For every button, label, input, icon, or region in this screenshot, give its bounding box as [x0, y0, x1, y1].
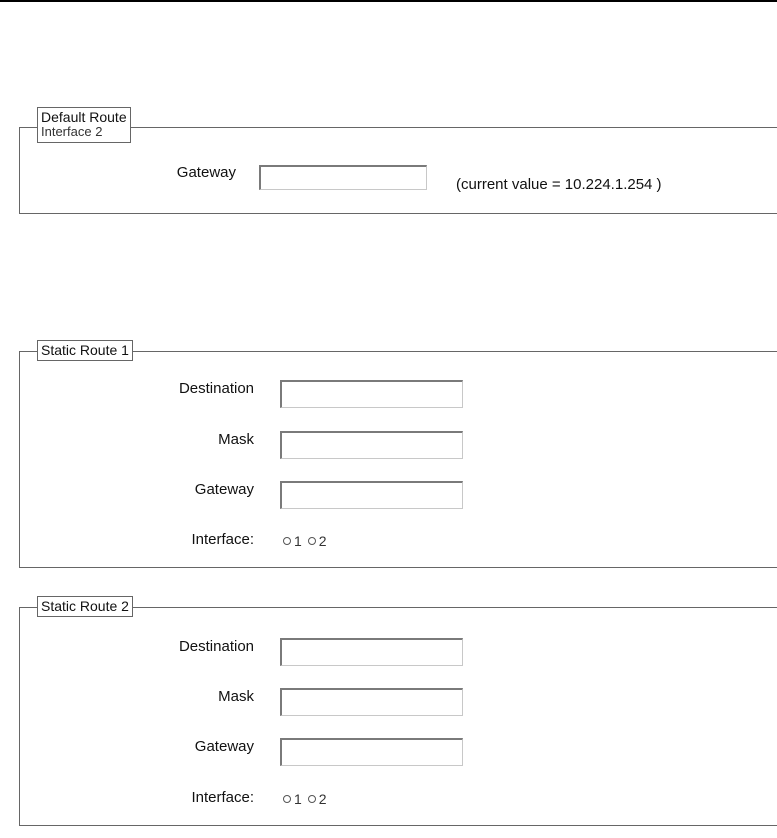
static-route-2-title: Static Route 2 [41, 598, 129, 614]
static-route-1-interface-option-2[interactable] [308, 533, 327, 549]
static-route-2-gateway-input[interactable] [280, 738, 463, 766]
radio-unchecked-icon[interactable] [283, 795, 291, 803]
top-divider [0, 0, 777, 2]
static-route-2-legend [37, 596, 133, 617]
static-route-1-destination-label: Destination [178, 380, 254, 397]
default-gateway-label: Gateway [176, 164, 236, 181]
static-route-1-mask-input[interactable] [280, 431, 463, 459]
static-route-1-interface-label: Interface: [191, 531, 254, 548]
static-route-1-interface-option-2-label: 2 [318, 533, 327, 549]
current-value-note: (current value = 10.224.1.254 ) [456, 176, 662, 193]
static-route-2-interface-option-2-label: 2 [318, 791, 327, 807]
static-route-1-mask-label: Mask [218, 431, 254, 448]
static-route-1-gateway-input[interactable] [280, 481, 463, 509]
default-gateway-input[interactable] [259, 165, 427, 190]
radio-unchecked-icon[interactable] [308, 795, 316, 803]
static-route-1-gateway-label: Gateway [194, 481, 254, 498]
static-route-1-interface-option-1[interactable] [283, 533, 302, 549]
static-route-2-mask-label: Mask [218, 688, 254, 705]
static-route-2-interface-option-1-label: 1 [294, 791, 302, 807]
default-route-interface-label: Interface 2 [41, 124, 103, 140]
static-route-2-interface-radio-group [283, 791, 333, 807]
static-route-2-interface-option-2[interactable] [308, 791, 327, 807]
static-route-1-interface-radio-group [283, 533, 333, 549]
static-route-2-destination-label: Destination [178, 638, 254, 655]
default-route-legend [37, 107, 131, 143]
static-route-1-legend [37, 340, 133, 361]
static-route-2-destination-input[interactable] [280, 638, 463, 666]
radio-unchecked-icon[interactable] [308, 537, 316, 545]
radio-unchecked-icon[interactable] [283, 537, 291, 545]
default-route-title: Default Route [41, 109, 127, 125]
static-route-2-interface-label: Interface: [191, 789, 254, 806]
static-route-2-interface-option-1[interactable] [283, 791, 302, 807]
static-route-1-title: Static Route 1 [41, 342, 129, 358]
static-route-1-interface-option-1-label: 1 [294, 533, 302, 549]
static-route-2-mask-input[interactable] [280, 688, 463, 716]
static-route-2-gateway-label: Gateway [194, 738, 254, 755]
static-route-1-destination-input[interactable] [280, 380, 463, 408]
